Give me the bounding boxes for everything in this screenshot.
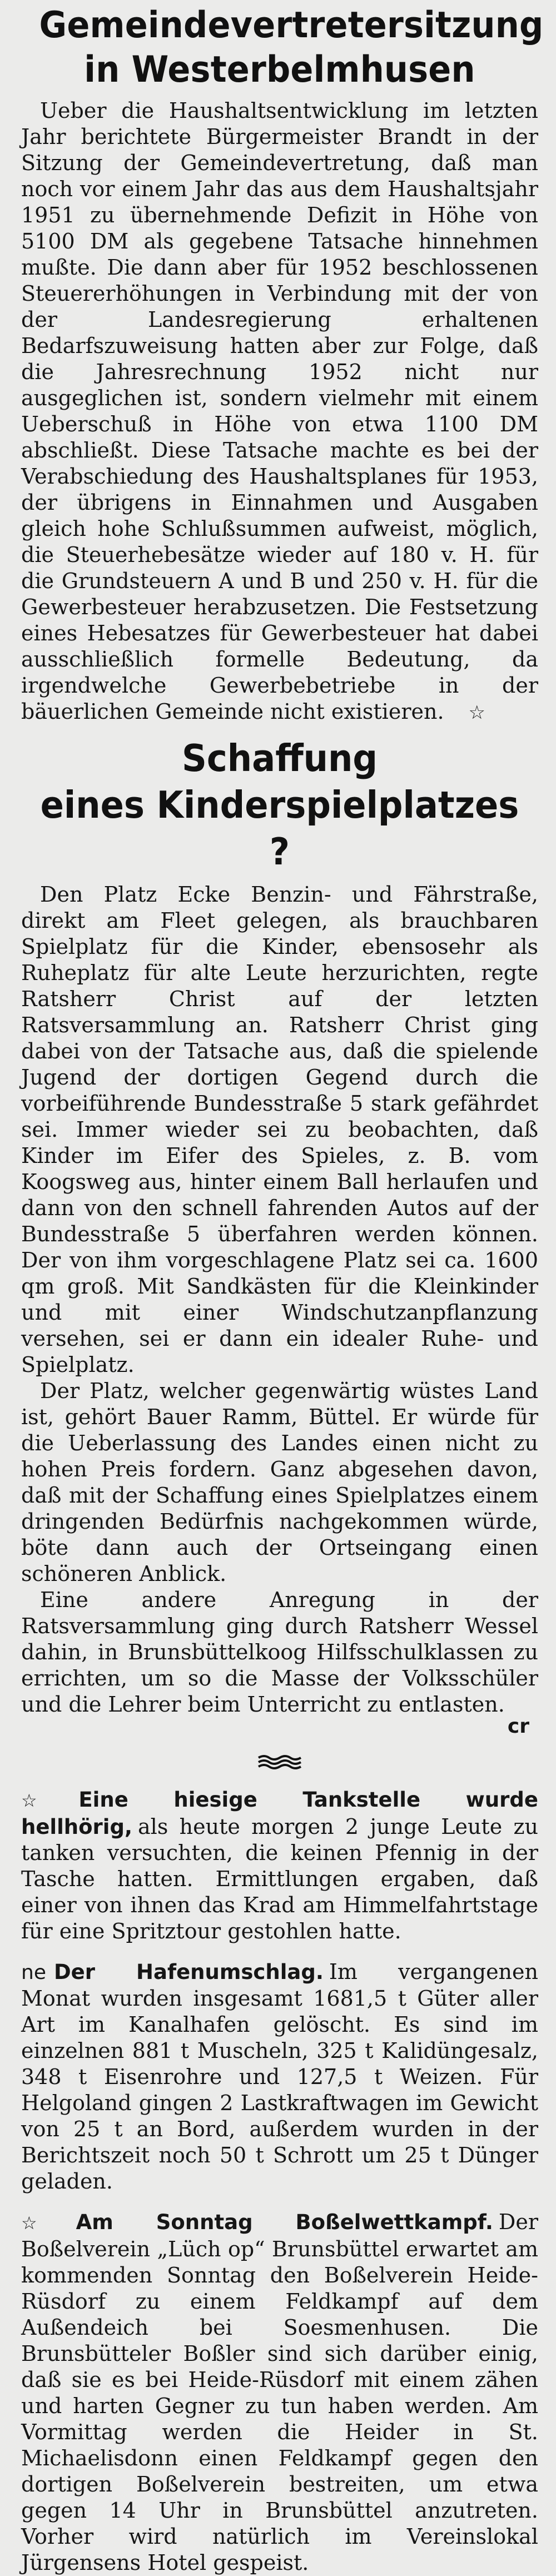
article-paragraph: Eine andere Anregung in der Ratsversammlung ging durch Ratsherr Wessel dahin, in Brunsbüttelkoog Hilfsschulklassen zu errichten, um so die Masse der Volksschüler und die Lehrer beim Unterricht zu entlasten. xyxy=(21,1588,538,1717)
end-star-icon: ☆ xyxy=(468,702,486,724)
headline-line-1: Schaffung xyxy=(181,737,378,780)
news-item-tankstelle xyxy=(21,1787,538,1945)
article-kinderspielplatz xyxy=(21,735,538,1738)
article-paragraph: Den Platz Ecke Benzin- und Fährstraße, direkt am Fleet gelegen, als brauchbaren Spielplatz für die Kinder, ebensosehr als Ruheplatz für alte Leute herzurichten, regte Ratsherr Christ auf der letzten Ratsversammlung an. Ratsherr Christ ging dabei von der Tatsache aus, daß die spielende Jugend der dortigen Gegend durch die vorbeiführende Bundesstraße 5 stark gefährdet sei. Immer wieder sei zu beobachten, daß Kinder im Eifer des Spieles, z. B. vom Koogsweg aus, hinter einem Ball herlaufen und dann von den schnell fahrenden Autos auf der Bundesstraße 5 überfahren werden können. Der von ihm vorgeschlagene Platz sei ca. 1600 qm groß. Mit Sandkästen für die Kleinkinder und mit einer Windschutzanpflanzung versehen, sei er dann ein idealer Ruhe- und Spielplatz. xyxy=(21,882,538,1377)
local-news-list xyxy=(21,1787,538,2576)
star-bullet-icon: ☆ xyxy=(21,1790,76,1811)
news-kicker: Der Hafenumschlag. xyxy=(53,1960,324,1984)
article-headline xyxy=(39,3,544,92)
headline-line-2: in Westerbelmhusen xyxy=(84,49,475,91)
article-paragraph: Der Platz, welcher gegenwärtig wüstes Land ist, gehört Bauer Ramm, Büttel. Er würde für die Ueberlassung des Landes einen nicht zu hohen Preis fordern. Ganz abgesehen davon, daß mit der Schaffung eines Spielplatzes einem dringenden Bedürfnis nachgekommen würde, böte dann auch der Ortseingang einen schöneren Anblick. xyxy=(21,1379,538,1586)
news-text: Der Boßelverein „Lüch op“ Brunsbüttel erwartet am kommenden Sonntag den Boßelverein Heide-Rüsdorf zu einem Feldkampf auf dem Außendeich bei Soesmenhusen. Die Brunsbütteler Boßler sind sich darüber einig, daß sie es bei Heide-Rüsdorf mit einem zähen und harten Gegner zu tun haben werden. Am Vormittag werden die Heider in St. Michaelisdonn einen Feldkampf gegen den dortigen Boßelverein bestreiten, um etwa gegen 14 Uhr in Brunsbüttel anzutreten. Vorher wird natürlich im Vereinslokal Jürgensens Hotel gespeist. xyxy=(21,2210,538,2575)
news-item-paragraph xyxy=(21,1959,538,2195)
news-item-paragraph xyxy=(21,1787,538,1945)
byline-row xyxy=(21,1715,538,1738)
headline-line-1: Gemeindevertretersitzung xyxy=(39,4,544,46)
article-headline xyxy=(39,735,520,875)
article-gemeindevertretersitzung xyxy=(21,3,544,725)
news-item-bosselwettkampf xyxy=(21,2209,538,2576)
news-text: Im vergangenen Monat wurden insgesamt 1681,5 t Güter aller Art im Kanalhafen gelöscht. Es sind im einzelnen 881 t Muscheln, 325 t Kalidüngesalz, 348 t Eisenrohre und 127,5 t Weizen. Für Helgoland gingen 2 Lastkraftwagen im Gewicht von 25 t an Bord, außerdem wurden in der Berichtszeit noch 50 t Schrott um 25 t Dünger geladen. xyxy=(21,1960,538,2194)
news-kicker: Eine hiesige Tankstelle wurde hellhörig, xyxy=(21,1788,538,1839)
star-bullet-icon: ☆ xyxy=(21,2212,73,2234)
article-body-text: Ueber die Haushaltsentwicklung im letzten Jahr berichtete Bürgermeister Brandt in der Sitzung der Gemeindevertretung, daß man noch vor einem Jahr das aus dem Haushaltsjahr 1951 zu übernehmende Defizit in Höhe von 5100 DM als gegebene Tatsache hinnehmen mußte. Die dann aber für 1952 beschlossenen Steuererhöhungen in Verbindung mit der von der Landesregierung erhaltenen Bedarfszuweisung hatten aber zur Folge, daß die Jahresrechnung 1952 nicht nur ausgeglichen ist, sondern vielmehr mit einem Ueberschuß in Höhe von etwa 1100 DM abschließt. Diese Tatsache machte es bei der Verabschiedung des Haushaltsplanes für 1953, der übrigens in Einnahmen und Ausgaben gleich hohe Schlußsummen aufweist, möglich, die Steuerhebesätze wieder auf 180 v. H. für die Grundsteuern A und B und 250 v. H. für die Gewerbesteuer herabzusetzen. Die Festsetzung eines Hebesatzes für Gewerbesteuer hat dabei ausschließlich formelle Bedeutung, da irgendwelche Gewerbebetriebe in der bäuerlichen Gemeinde nicht existieren. xyxy=(21,98,538,724)
section-separator xyxy=(21,1753,538,1770)
article-body xyxy=(21,98,538,725)
news-kicker: Am Sonntag Boßelwettkampf. xyxy=(76,2210,493,2234)
news-lead-abbreviation: ne xyxy=(21,1961,46,1984)
news-text: als heute morgen 2 junge Leute zu tanken versuchten, die keinen Pfennig in der Tasche hatten. Ermittlungen ergaben, daß einer von ihnen das Krad am Himmelfahrtstage für eine Spritztour gestohlen hatte. xyxy=(21,1814,538,1943)
news-item-paragraph xyxy=(21,2209,538,2576)
headline-line-2: eines Kinderspielplatzes ? xyxy=(40,783,519,873)
news-item-hafenumschlag xyxy=(21,1959,538,2195)
author-byline: cr xyxy=(507,1715,529,1738)
wave-separator-icon xyxy=(256,1753,303,1770)
